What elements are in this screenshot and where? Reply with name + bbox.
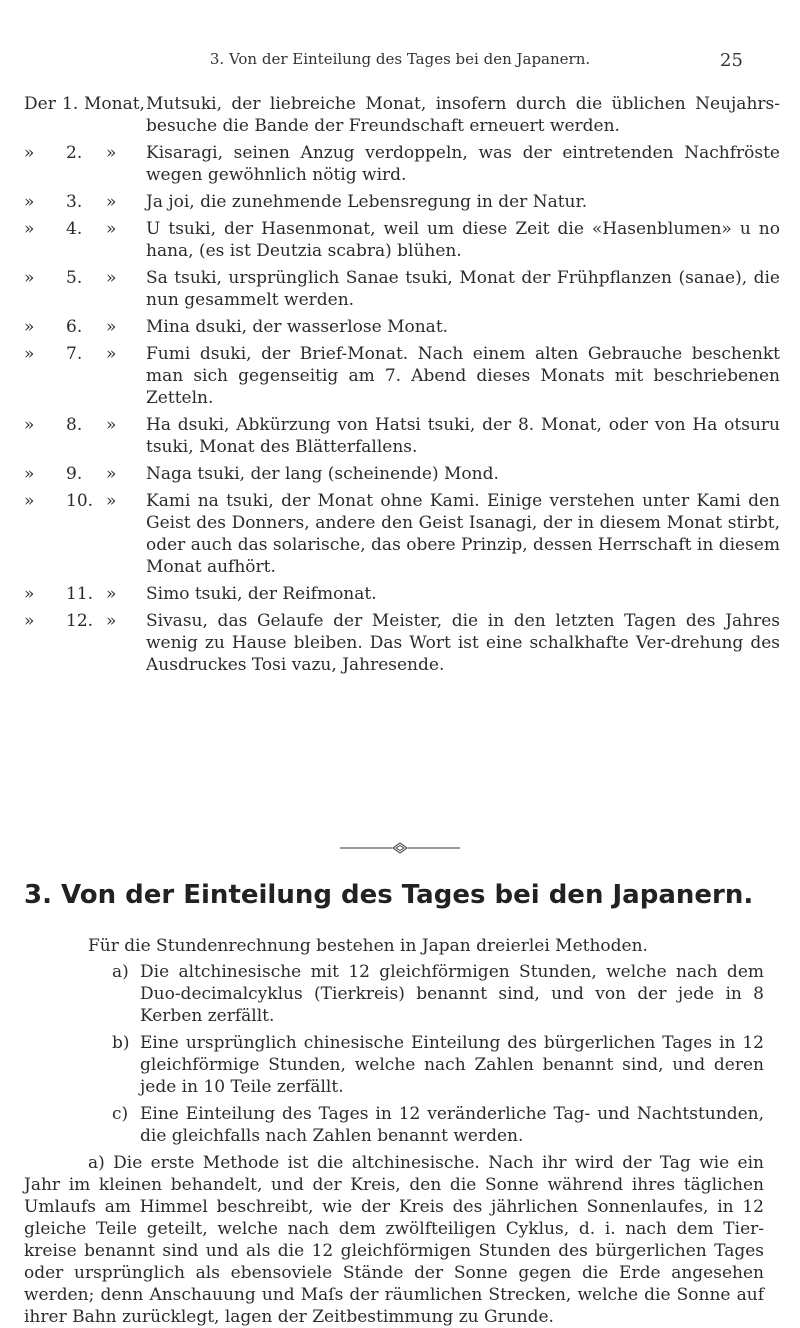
month-description: U tsuki, der Hasenmonat, weil um diese Zeit die «Hasenblumen» u no hana, (es ist Deutzia scabra) blühen. bbox=[146, 219, 780, 261]
month-word: » bbox=[106, 344, 117, 364]
month-description: Fumi dsuki, der Brief-Monat. Nach einem alten Gebrauche beschenkt man sich gegenseitig am 7. Abend dieses Monats mit beschriebenen Zetteln. bbox=[146, 344, 780, 408]
method-text: Eine ursprünglich chinesische Einteilung des bürgerlichen Tages in 12 gleichförmige Stunden, welche nach Zahlen benannt sind, und deren jede in 10 Teile zerfällt. bbox=[140, 1033, 764, 1097]
month-number: 11. bbox=[66, 584, 94, 604]
page-number: 25 bbox=[720, 50, 743, 71]
body-paragraph: a) Die erste Methode ist die altchinesische. Nach ihr wird der Tag wie ein Jahr im kleinen behandelt, und der Kreis, den die Sonne während ihres täglichen Umlaufs am Himmel beschreibt, wie der Kreis des jährlichen Sonnenlaufes, in 12 gleiche Teile geteilt, welche nach dem zwölfteiligen Cyklus, d. i. nach dem Tier-kreise benannt sind und als die 12 gleichförmigen Stunden des bürgerlichen Tages oder ursprünglich als ebensoviele Stände der Sonne gegen die Erde angesehen werden; denn Anschauung und Maſs der räumlichen Strecken, welche die Sonne auf ihrer Bahn zurücklegt, lagen der Zeitbestimmung zu Grunde. bbox=[24, 1153, 764, 1327]
month-number: 7. bbox=[66, 344, 83, 364]
month-description: Mina dsuki, der wasserlose Monat. bbox=[146, 317, 449, 337]
month-number: 2. bbox=[66, 143, 83, 163]
month-word: » bbox=[106, 143, 117, 163]
method-text: Die altchinesische mit 12 gleichförmigen Stunden, welche nach dem Duo-decimalcyklus (Tierkreis) benannt sind, und von der jede in 8 Kerben zerfällt. bbox=[140, 962, 764, 1026]
month-number: 5. bbox=[66, 268, 83, 288]
method-marker: c) bbox=[112, 1104, 129, 1124]
month-prefix: » bbox=[24, 584, 35, 604]
month-word: » bbox=[106, 317, 117, 337]
month-word: » bbox=[106, 464, 117, 484]
month-entry bbox=[24, 610, 780, 676]
month-prefix: » bbox=[24, 219, 35, 239]
month-list bbox=[24, 93, 780, 681]
month-description: Kisaragi, seinen Anzug verdoppeln, was der eintretenden Nachfröste wegen gewöhnlich nötig wird. bbox=[146, 143, 780, 185]
method-marker: b) bbox=[112, 1033, 130, 1053]
running-head: 3. Von der Einteilung des Tages bei den Japanern. bbox=[209, 50, 591, 68]
month-description: Sivasu, das Gelaufe der Meister, die in den letzten Tagen des Jahres wenig zu Hause bleiben. Das Wort ist eine schalkhafte Ver-drehung des Ausdruckes Tosi vazu, Jahresende. bbox=[146, 611, 780, 675]
month-description: Naga tsuki, der lang (scheinende) Mond. bbox=[146, 464, 499, 484]
month-prefix: » bbox=[24, 611, 35, 631]
month-prefix: » bbox=[24, 317, 35, 337]
month-entry bbox=[24, 191, 780, 213]
method-item bbox=[112, 1032, 764, 1098]
section-heading: 3. Von der Einteilung des Tages bei den Japanern. bbox=[24, 880, 754, 910]
month-description: Ha dsuki, Abkürzung von Hatsi tsuki, der 8. Monat, oder von Ha otsuru tsuki, Monat des Blätterfallens. bbox=[146, 415, 780, 457]
month-prefix: » bbox=[24, 464, 35, 484]
month-word: » bbox=[106, 611, 117, 631]
month-entry bbox=[24, 142, 780, 186]
month-number: 10. bbox=[66, 491, 94, 511]
month-prefix: » bbox=[24, 344, 35, 364]
month-entry bbox=[24, 93, 780, 137]
month-entry bbox=[24, 583, 780, 605]
month-number: 6. bbox=[66, 317, 83, 337]
section-divider-ornament bbox=[340, 840, 460, 856]
month-word: » bbox=[106, 268, 117, 288]
month-prefix: » bbox=[24, 415, 35, 435]
month-prefix: » bbox=[24, 192, 35, 212]
month-description: Sa tsuki, ursprünglich Sanae tsuki, Monat der Frühpflanzen (sanae), die nun gesammelt werden. bbox=[146, 268, 780, 310]
month-prefix: Der bbox=[24, 94, 56, 114]
month-entry bbox=[24, 463, 780, 485]
month-entry bbox=[24, 414, 780, 458]
month-description: Kami na tsuki, der Monat ohne Kami. Einige verstehen unter Kami den Geist des Donners, andere den Geist Isanagi, der in diesem Monat stirbt, oder auch das solarische, das obere Prinzip, dessen Herrschaft in diesem Monat aufhört. bbox=[146, 491, 780, 577]
month-number: 1. bbox=[62, 94, 79, 114]
month-description: Mutsuki, der liebreiche Monat, insofern durch die üblichen Neujahrs-besuche die Bande der Freundschaft erneuert werden. bbox=[146, 94, 780, 136]
section-body bbox=[24, 935, 764, 1328]
method-marker: a) bbox=[112, 962, 129, 982]
month-prefix: » bbox=[24, 491, 35, 511]
month-prefix: » bbox=[24, 268, 35, 288]
month-entry bbox=[24, 490, 780, 578]
month-number: 8. bbox=[66, 415, 83, 435]
month-word: » bbox=[106, 584, 117, 604]
intro-sentence: Für die Stundenrechnung bestehen in Japan dreierlei Methoden. bbox=[88, 936, 648, 956]
month-word: » bbox=[106, 219, 117, 239]
month-entry bbox=[24, 267, 780, 311]
month-word: Monat, bbox=[84, 94, 145, 114]
method-item bbox=[112, 961, 764, 1027]
month-entry bbox=[24, 316, 780, 338]
month-prefix: » bbox=[24, 143, 35, 163]
month-number: 3. bbox=[66, 192, 83, 212]
month-entry bbox=[24, 343, 780, 409]
month-word: » bbox=[106, 192, 117, 212]
month-word: » bbox=[106, 415, 117, 435]
method-item bbox=[112, 1103, 764, 1147]
method-text: Eine Einteilung des Tages in 12 veränderliche Tag- und Nachtstunden, die gleichfalls nach Zahlen benannt werden. bbox=[140, 1104, 764, 1146]
month-description: Ja joi, die zunehmende Lebensregung in der Natur. bbox=[146, 192, 588, 212]
month-word: » bbox=[106, 491, 117, 511]
month-number: 9. bbox=[66, 464, 83, 484]
month-number: 12. bbox=[66, 611, 94, 631]
month-description: Simo tsuki, der Reifmonat. bbox=[146, 584, 377, 604]
month-number: 4. bbox=[66, 219, 83, 239]
month-entry bbox=[24, 218, 780, 262]
